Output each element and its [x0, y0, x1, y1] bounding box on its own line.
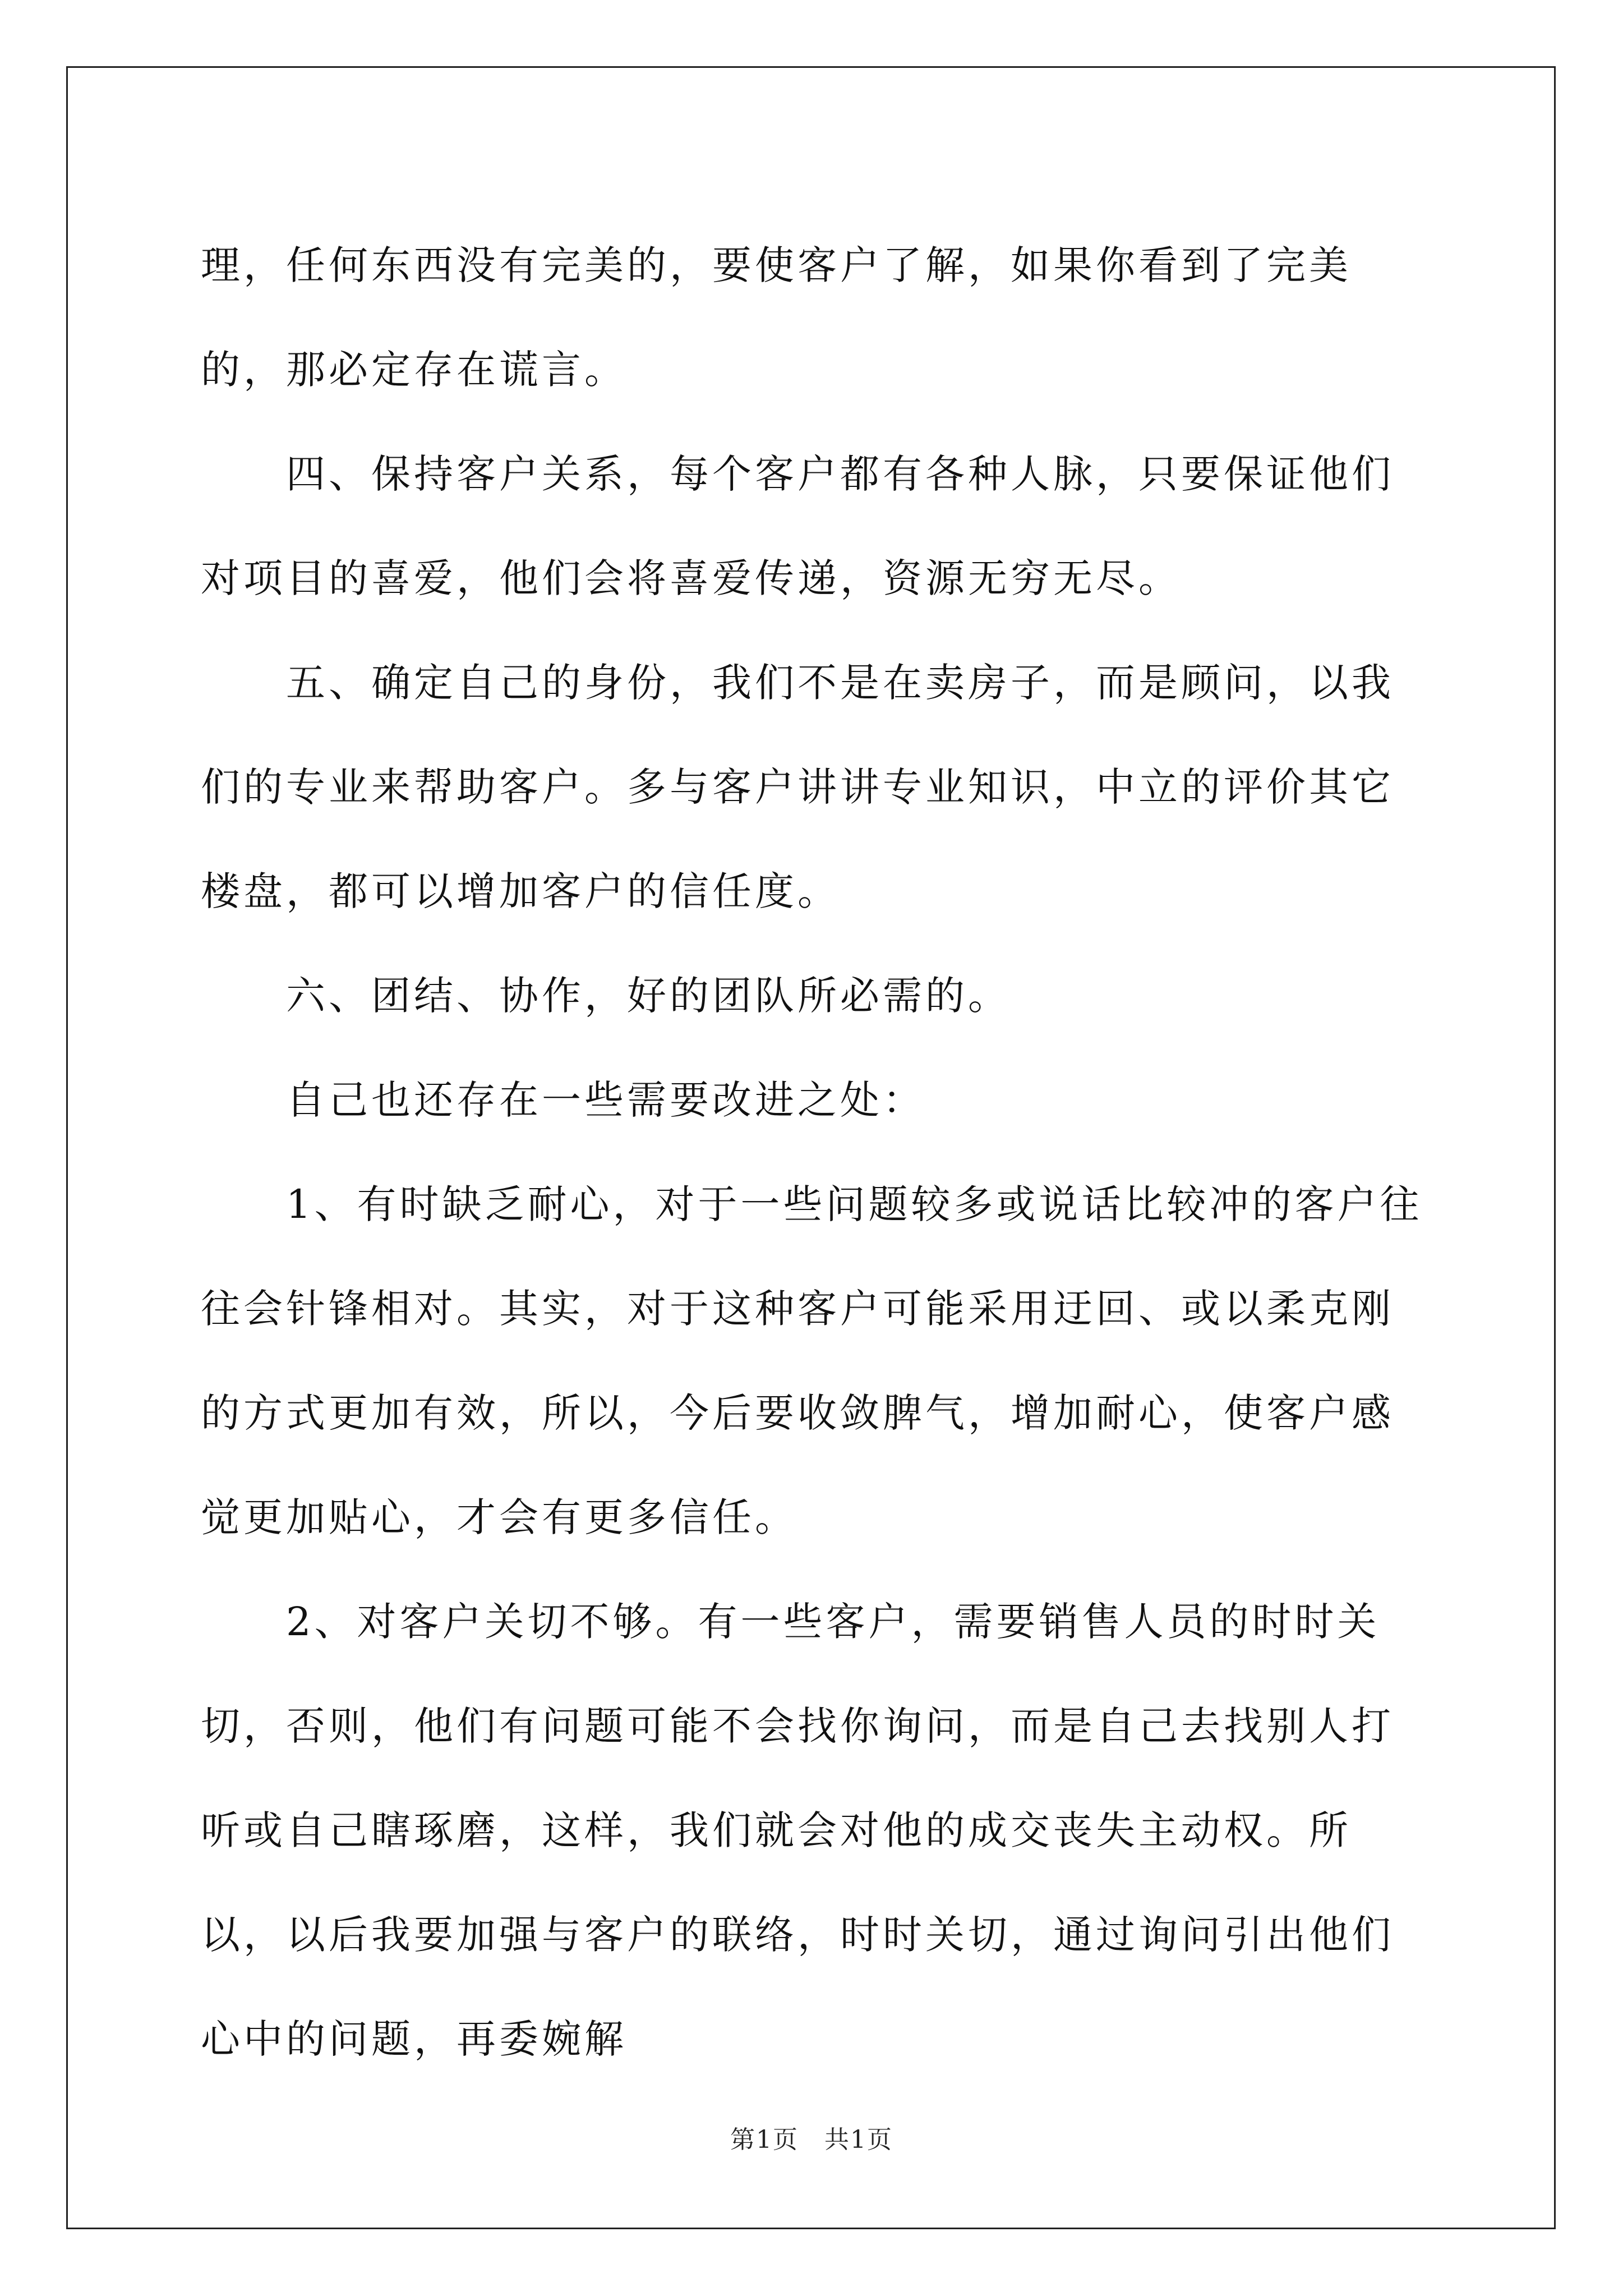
paragraph-item-4: 四、保持客户关系，每个客户都有各种人脉，只要保证他们对项目的喜爱，他们会将喜爱传递，资源无穷无尽。 [201, 451, 1394, 601]
paragraph-item-5: 五、确定自己的身份，我们不是在卖房子，而是顾问，以我们的专业来帮助客户。多与客户讲讲专业知识，中立的评价其它楼盘，都可以增加客户的信任度。 [201, 660, 1394, 914]
paragraph-continued: 理，任何东西没有完美的，要使客户了解，如果你看到了完美的，那必定存在谎言。 [201, 242, 1352, 393]
paragraph-improvements-intro: 自己也还存在一些需要改进之处： [286, 1077, 925, 1123]
paragraph-improvement-2: 2、对客户关切不够。有一些客户，需要销售人员的时时关切，否则，他们有问题可能不会找你询问，而是自己去找别人打听或自己瞎琢磨，这样，我们就会对他的成交丧失主动权。所以，以后我要加强与客户的联络，时时关切，通过询问引出他们心中的问题，再委婉解 [201, 1599, 1394, 2062]
paragraph-improvement-1: 1、有时缺乏耐心，对于一些问题较多或说话比较冲的客户往往会针锋相对。其实，对于这种客户可能采用迂回、或以柔克刚的方式更加有效，所以，今后要收敛脾气，增加耐心，使客户感觉更加贴心，才会有更多信任。 [201, 1181, 1423, 1540]
page-footer: 第1页 共1页 [730, 2125, 893, 2154]
document-body [201, 213, 1435, 2091]
paragraph-item-6: 六、团结、协作，好的团队所必需的。 [286, 973, 1011, 1019]
